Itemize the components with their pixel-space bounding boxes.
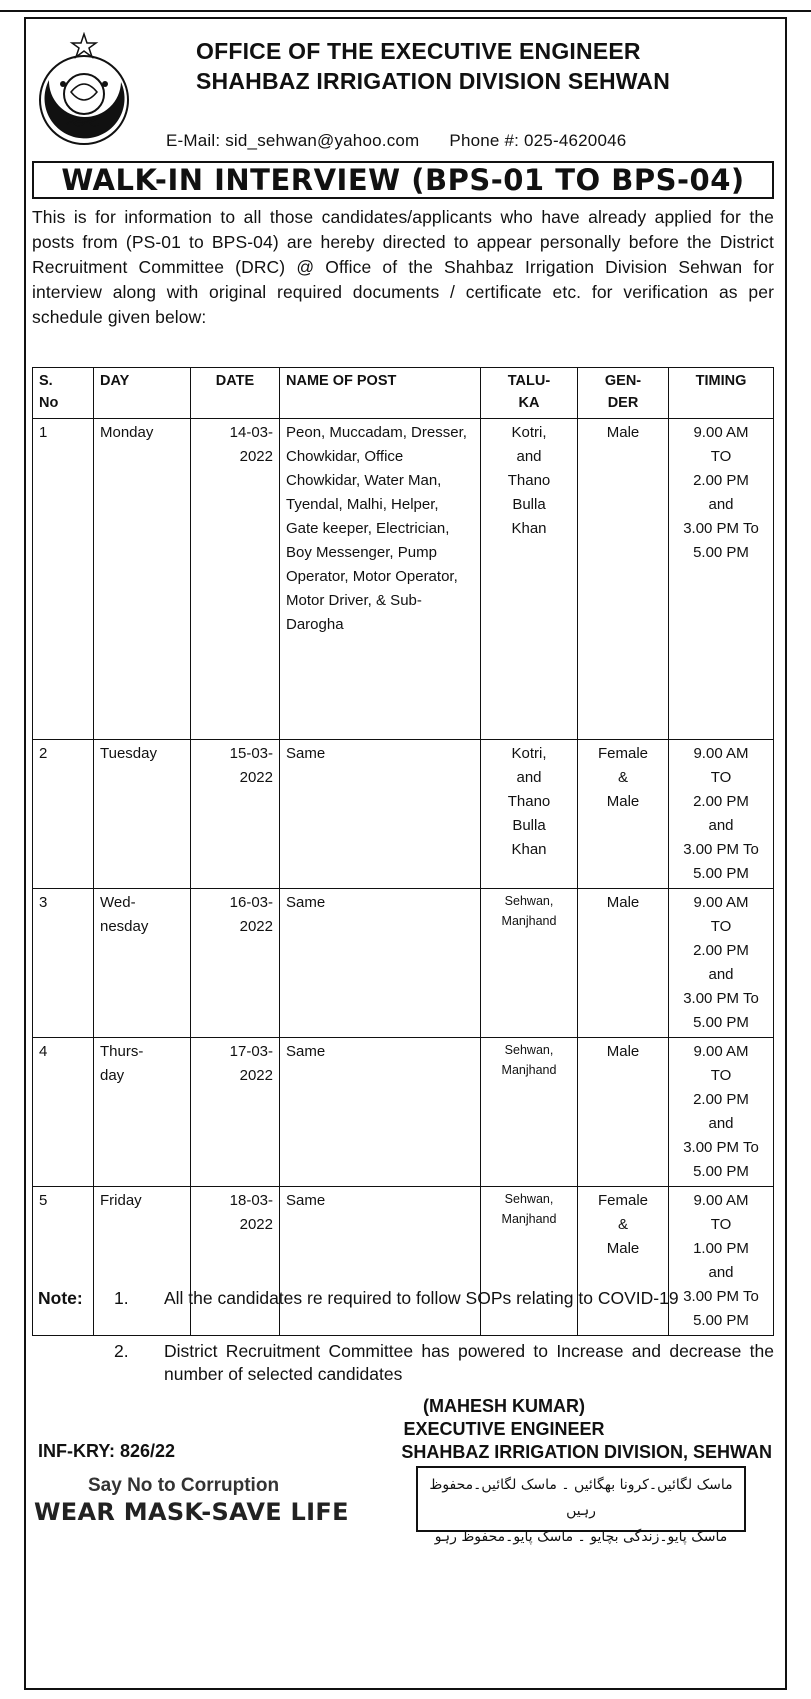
office-title (196, 36, 776, 96)
cell-post: Same (280, 740, 481, 889)
government-emblem-icon (33, 32, 135, 150)
cell-day: Tuesday (94, 740, 191, 889)
header-taluka: TALU- KA (481, 368, 578, 419)
cell-sno: 3 (33, 889, 94, 1038)
inf-reference: INF-KRY: 826/22 (38, 1441, 176, 1461)
cell-date: 17-03- 2022 (191, 1038, 280, 1187)
slogan-corruption: Say No to Corruption (88, 1475, 280, 1496)
header-gender: GEN- DER (578, 368, 669, 419)
cell-taluka: Kotri, and Thano Bulla Khan (481, 419, 578, 740)
cell-gender: Female & Male (578, 1187, 669, 1336)
table-row (33, 889, 774, 1038)
cell-day: Friday (94, 1187, 191, 1336)
note-item-number: 1. (114, 1288, 129, 1308)
cell-timing: 9.00 AM TO 1.00 PM and 3.00 PM To 5.00 PM (669, 1187, 774, 1336)
note-item-text: District Recruitment Committee has powered to Increase and decrease the number of selected candidates (164, 1341, 774, 1384)
signatory-organization: SHAHBAZ IRRIGATION DIVISION, SEHWAN (401, 1442, 772, 1462)
cell-date: 15-03- 2022 (191, 740, 280, 889)
cell-post: Same (280, 1187, 481, 1336)
office-line-2: SHAHBAZ IRRIGATION DIVISION SEHWAN (196, 68, 671, 94)
table-header-row (33, 368, 774, 419)
cell-timing: 9.00 AM TO 2.00 PM and 3.00 PM To 5.00 PM (669, 1038, 774, 1187)
urdu-slogan-line-2: ماسک پایو۔زندگی بچایو ۔ ماسک پایو۔محفوظ رہو (434, 1529, 728, 1545)
cell-gender: Male (578, 889, 669, 1038)
phone-text: Phone #: 025-4620046 (449, 131, 627, 150)
signatory-name: (MAHESH KUMAR) (423, 1396, 585, 1416)
cell-sno: 2 (33, 740, 94, 889)
urdu-slogan-box (416, 1466, 746, 1545)
top-rule (0, 10, 811, 12)
cell-timing: 9.00 AM TO 2.00 PM and 3.00 PM To 5.00 PM (669, 419, 774, 740)
note-label: Note: (38, 1288, 83, 1308)
cell-sno: 5 (33, 1187, 94, 1336)
slogan-wear-mask: WEAR MASK-SAVE LIFE (34, 1498, 349, 1526)
cell-timing: 9.00 AM TO 2.00 PM and 3.00 PM To 5.00 PM (669, 889, 774, 1038)
cell-taluka: Sehwan, Manjhand (481, 1187, 578, 1336)
cell-day: Thurs- day (94, 1038, 191, 1187)
cell-post: Same (280, 889, 481, 1038)
contact-info (166, 131, 626, 151)
table-row (33, 1187, 774, 1336)
interview-schedule-table (32, 367, 774, 1336)
cell-date: 16-03- 2022 (191, 889, 280, 1038)
note-item-text: All the candidates re required to follow SOPs relating to COVID-19 (164, 1288, 679, 1308)
signatory-designation: EXECUTIVE ENGINEER (403, 1419, 605, 1439)
cell-timing: 9.00 AM TO 2.00 PM and 3.00 PM To 5.00 PM (669, 740, 774, 889)
signature-block (236, 1395, 772, 1462)
urdu-slogan-line-1: ماسک لگائیں۔کرونا بھگائیں ۔ ماسک لگائیں۔محفوظ رہیں (429, 1477, 733, 1519)
intro-paragraph: This is for information to all those candidates/applicants who have already applied for the posts from (PS-01 to BPS-04) are hereby directed to appear personally before the District Recruitment Committee (DRC) @ Office of the Shahbaz Irrigation Division Sehwan for interview along with original required documents / certificate etc. for verification as per schedule given below: (32, 207, 774, 327)
email-text: E-Mail: sid_sehwan@yahoo.com (166, 131, 420, 150)
office-line-1: OFFICE OF THE EXECUTIVE ENGINEER (196, 38, 641, 64)
table-row (33, 419, 774, 740)
cell-sno: 1 (33, 419, 94, 740)
cell-post: Same (280, 1038, 481, 1187)
header-day: DAY (94, 368, 191, 419)
cell-post: Peon, Muccadam, Dresser, Chowkidar, Office Chowkidar, Water Man, Tyendal, Malhi, Helper, Gate keeper, Electrician, Boy Messenger, Pump Operator, Motor Operator, Motor Driver, & Sub-Darogha (280, 419, 481, 740)
cell-gender: Male (578, 419, 669, 740)
walk-in-interview-title: WALK-IN INTERVIEW (BPS-01 TO BPS-04) (32, 161, 774, 199)
cell-taluka: Sehwan, Manjhand (481, 889, 578, 1038)
table-row (33, 740, 774, 889)
cell-gender: Female & Male (578, 740, 669, 889)
cell-day: Monday (94, 419, 191, 740)
cell-day: Wed- nesday (94, 889, 191, 1038)
header-post: NAME OF POST (280, 368, 481, 419)
cell-date: 18-03- 2022 (191, 1187, 280, 1336)
header-timing: TIMING (669, 368, 774, 419)
note-item-number: 2. (114, 1341, 129, 1361)
cell-sno: 4 (33, 1038, 94, 1187)
cell-gender: Male (578, 1038, 669, 1187)
cell-date: 14-03- 2022 (191, 419, 280, 740)
header-sno: S. No (33, 368, 94, 419)
header-date: DATE (191, 368, 280, 419)
cell-taluka: Kotri, and Thano Bulla Khan (481, 740, 578, 889)
cell-taluka: Sehwan, Manjhand (481, 1038, 578, 1187)
table-row (33, 1038, 774, 1187)
